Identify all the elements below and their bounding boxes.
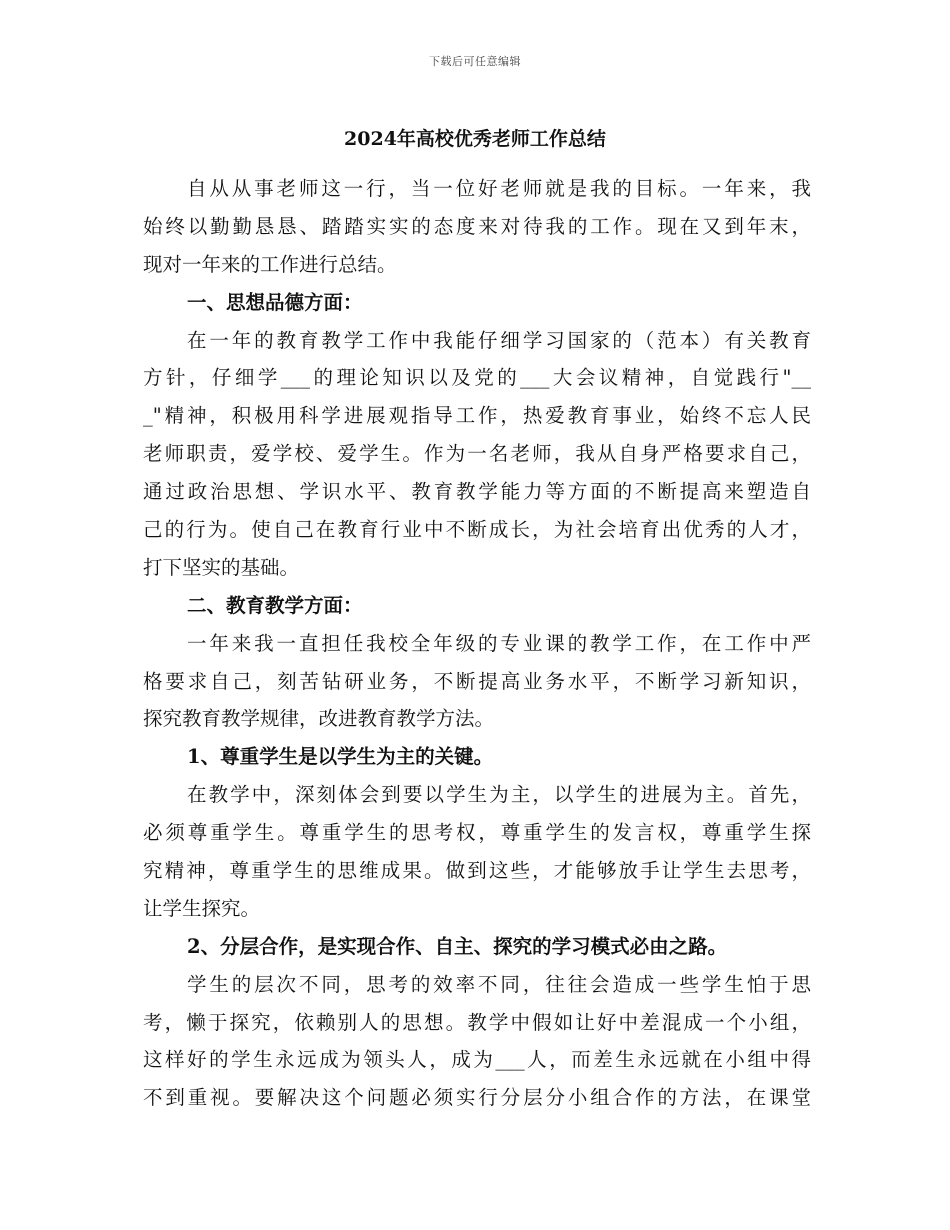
body-line: 始终以勤勤恳恳、踏踏实实的态度来对待我的工作。现在又到年末， xyxy=(143,214,811,238)
body-line: 究精神，尊重学生的思维成果。做到这些，才能够放手让学生去思考， xyxy=(143,859,811,883)
body-line: 现对一年来的工作进行总结。 xyxy=(143,252,397,276)
body-line: 一年来我一直担任我校全年级的专业课的教学工作，在工作中严 xyxy=(187,631,811,655)
body-line: 在教学中，深刻体会到要以学生为主，以学生的进展为主。首先， xyxy=(187,783,811,807)
body-line: 考，懒于探究，依赖别人的思想。教学中假如让好中差混成一个小组， xyxy=(143,1010,811,1034)
body-line: 自从从事老师这一行，当一位好老师就是我的目标。一年来，我 xyxy=(187,177,811,200)
body-line: 这样好的学生永远成为领头人，成为___人，而差生永远就在小组中得 xyxy=(143,1048,811,1072)
body-line: 方针，仔细学___的理论知识以及党的___大会议精神，自觉践行"__ xyxy=(143,366,811,390)
document-title: 2024年高校优秀老师工作总结 xyxy=(344,128,606,150)
page-header: 下载后可任意编辑 xyxy=(429,55,521,68)
subsection-heading: 1、尊重学生是以学生为主的关键。 xyxy=(187,745,494,769)
section-heading: 二、教育教学方面： xyxy=(187,593,363,617)
body-line: 探究教育教学规律，改进教育教学方法。 xyxy=(143,707,495,731)
document-body xyxy=(143,170,811,1117)
body-line: 学生的层次不同，思考的效率不同，往往会造成一些学生怕于思 xyxy=(187,972,811,996)
section-heading: 一、思想品德方面： xyxy=(187,290,363,314)
body-line: 让学生探究。 xyxy=(143,896,261,920)
body-line: 老师职责，爱学校、爱学生。作为一名老师，我从自身严格要求自己， xyxy=(143,442,811,466)
body-line: 通过政治思想、学识水平、教育教学能力等方面的不断提高来塑造自 xyxy=(143,480,811,504)
body-line: 在一年的教育教学工作中我能仔细学习国家的（范本）有关教育 xyxy=(187,328,811,352)
body-line: 打下坚实的基础。 xyxy=(143,555,300,579)
subsection-heading: 2、分层合作，是实现合作、自主、探究的学习模式必由之路。 xyxy=(187,934,728,958)
body-line: 己的行为。使自己在教育行业中不断成长，为社会培育出优秀的人才， xyxy=(143,518,811,542)
body-line: 格要求自己，刻苦钻研业务，不断提高业务水平，不断学习新知识， xyxy=(143,669,811,693)
body-line: 不到重视。要解决这个问题必须实行分层分小组合作的方法，在课堂 xyxy=(143,1086,811,1110)
body-line: 必须尊重学生。尊重学生的思考权，尊重学生的发言权，尊重学生探 xyxy=(143,821,811,845)
body-line: _"精神，积极用科学进展观指导工作，热爱教育事业，始终不忘人民 xyxy=(143,404,811,428)
